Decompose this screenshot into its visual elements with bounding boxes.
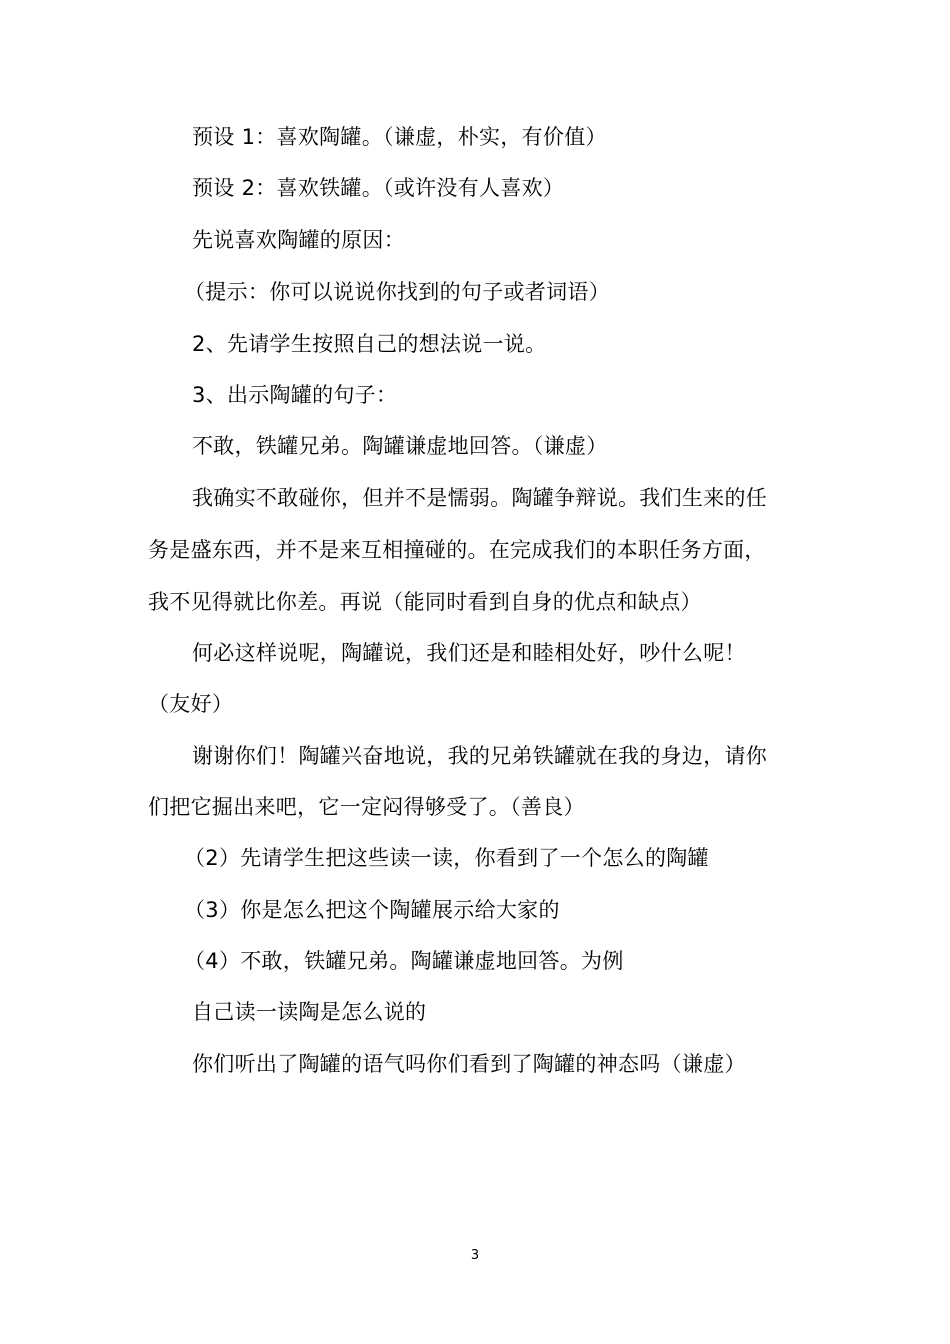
text-line: （友好）: [148, 692, 234, 716]
text-line: 预设 2：喜欢铁罐。（或许没有人喜欢）: [192, 176, 565, 200]
text-line: 我不见得就比你差。再说（能同时看到自身的优点和缺点）: [148, 590, 702, 614]
text-line: 你们听出了陶罐的语气吗你们看到了陶罐的神态吗（谦虚）: [192, 1052, 746, 1076]
page-number: 3: [470, 1248, 480, 1263]
text-line: 我确实不敢碰你，但并不是懦弱。陶罐争辩说。我们生来的任: [192, 486, 768, 510]
text-line: 先说喜欢陶罐的原因：: [192, 228, 405, 252]
text-line: 务是盛东西，并不是来互相撞碰的。在完成我们的本职任务方面，: [148, 538, 766, 562]
text-line: （2）先请学生把这些读一读，你看到了一个怎么的陶罐: [184, 846, 709, 870]
text-line: 预设 1：喜欢陶罐。（谦虚，朴实，有价值）: [192, 125, 607, 149]
text-line: 自己读一读陶是怎么说的: [192, 1000, 427, 1024]
text-line: （3）你是怎么把这个陶罐展示给大家的: [184, 898, 560, 922]
text-line: （提示：你可以说说你找到的句子或者词语）: [184, 280, 610, 304]
text-line: 不敢，铁罐兄弟。陶罐谦虚地回答。（谦虚）: [192, 434, 608, 458]
text-line: 何必这样说呢，陶罐说，我们还是和睦相处好，吵什么呢！: [192, 641, 746, 665]
text-line: 3、出示陶罐的句子：: [192, 383, 398, 407]
text-line: 2、先请学生按照自己的想法说一说。: [192, 332, 547, 356]
text-line: 们把它掘出来吧，它一定闷得够受了。（善良）: [148, 795, 585, 819]
text-line: 谢谢你们！陶罐兴奋地说，我的兄弟铁罐就在我的身边，请你: [192, 744, 768, 768]
text-line: （4）不敢，铁罐兄弟。陶罐谦虚地回答。为例: [184, 949, 624, 973]
